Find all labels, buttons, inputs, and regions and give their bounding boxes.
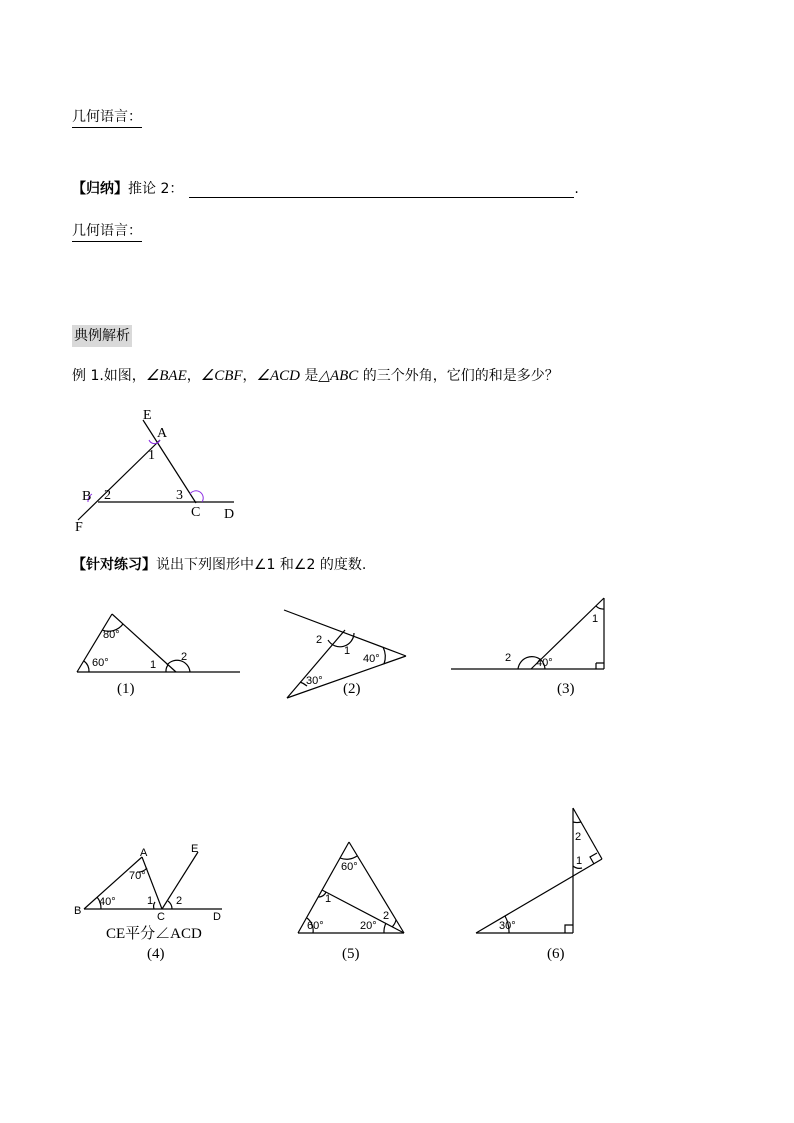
- fig3-caption: (3): [557, 681, 575, 697]
- fig1-label-1: 1: [150, 659, 157, 671]
- fig4-label-70: 70°: [129, 870, 146, 882]
- fig3-label-40: 40°: [536, 657, 553, 669]
- fig4-note: CE平分∠ACD: [106, 926, 202, 942]
- label-b: B: [82, 489, 92, 504]
- summary-bracket: 【归纳】: [72, 181, 128, 197]
- fig2-label-30: 30°: [306, 675, 323, 687]
- fig1-label-80: 80°: [103, 629, 120, 641]
- summary-end: .: [574, 181, 579, 197]
- fig6-caption: (6): [547, 946, 565, 962]
- fig5-caption: (5): [342, 946, 360, 962]
- angle-cbf: ∠CBF: [200, 368, 243, 384]
- fig4-label-2: 2: [176, 895, 183, 907]
- practice-text: 说出下列图形中∠1 和∠2 的度数.: [156, 557, 367, 573]
- fig4-label-a: A: [140, 847, 148, 859]
- figure-5: [298, 842, 404, 962]
- fig4-label-40: 40°: [99, 896, 116, 908]
- fig1-label-60: 60°: [92, 657, 109, 669]
- label-f: F: [75, 520, 83, 535]
- angle-bae: ∠BAE: [145, 368, 187, 384]
- fig4-caption: (4): [147, 946, 165, 962]
- fig2-caption: (2): [343, 681, 361, 697]
- triangle-abc: △ABC: [318, 368, 359, 384]
- label-c: C: [191, 505, 201, 520]
- fig6-label-2: 2: [575, 831, 582, 843]
- fig5-label-60-top: 60°: [341, 861, 358, 873]
- example-prefix: 例 1.如图，: [72, 368, 146, 384]
- fig5-label-20: 20°: [360, 920, 377, 932]
- fig6-label-1: 1: [576, 855, 583, 867]
- label-angle-1: 1: [148, 448, 155, 463]
- figure-2: [284, 610, 406, 698]
- fig5-label-2: 2: [383, 910, 390, 922]
- fig5-label-60: 60°: [307, 920, 324, 932]
- fig4-label-1: 1: [147, 895, 154, 907]
- fig6-label-30: 30°: [499, 920, 516, 932]
- example-mid: 是: [299, 368, 319, 384]
- separator: ，: [186, 368, 201, 384]
- fig1-caption: (1): [117, 681, 135, 697]
- figure-3: [451, 598, 604, 697]
- fig4-label-d: D: [213, 911, 221, 923]
- summary-label: 推论 2：: [128, 181, 184, 197]
- label-d: D: [224, 507, 235, 522]
- fig2-label-2: 2: [316, 634, 323, 646]
- example-suffix: 的三个外角，它们的和是多少？: [358, 368, 559, 384]
- fig4-label-e: E: [191, 843, 199, 855]
- fig2-label-1: 1: [344, 645, 351, 657]
- label-e: E: [143, 408, 152, 423]
- geometry-language-label-1: 几何语言：: [72, 108, 142, 128]
- geometry-language-label-2: 几何语言：: [72, 222, 142, 242]
- fig2-label-40: 40°: [363, 653, 380, 665]
- figure-6: [476, 808, 602, 962]
- fig5-label-1: 1: [325, 893, 332, 905]
- angle-acd: ∠ACD: [256, 368, 300, 384]
- fig4-label-b: B: [74, 905, 82, 917]
- fig1-label-2: 2: [181, 651, 188, 663]
- fig3-label-1: 1: [592, 613, 599, 625]
- figure-4: [74, 843, 222, 962]
- label-angle-3: 3: [176, 488, 183, 503]
- section-title: 典例解析: [72, 325, 132, 347]
- practice-bracket: 【针对练习】: [72, 557, 156, 573]
- figure-1: [77, 614, 240, 697]
- separator: ，: [242, 368, 257, 384]
- label-angle-2: 2: [104, 488, 111, 503]
- fig4-label-c: C: [157, 911, 165, 923]
- label-a: A: [157, 426, 168, 441]
- fig3-label-2: 2: [505, 652, 512, 664]
